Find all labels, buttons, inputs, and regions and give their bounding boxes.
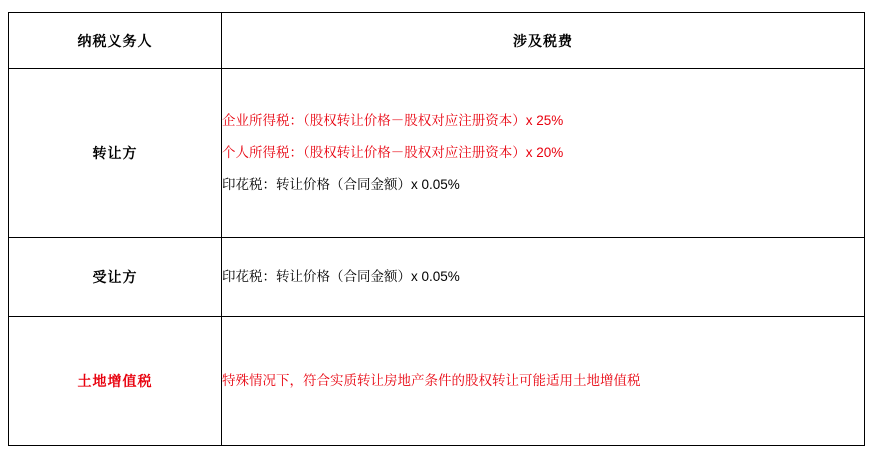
tax-line: 特殊情况下，符合实质转让房地产条件的股权转让可能适用土地增值税 xyxy=(222,372,641,388)
party-label-transferee: 受让方 xyxy=(9,238,222,317)
tax-detail-land-vat xyxy=(222,317,865,446)
tax-line-group xyxy=(222,105,864,202)
tax-line: 印花税：转让价格（合同金额）x 0.05% xyxy=(222,177,460,193)
tax-liability-table xyxy=(8,12,865,446)
tax-line-group xyxy=(222,365,864,397)
tax-detail-transferee xyxy=(222,238,865,317)
tax-line-group xyxy=(222,261,864,293)
tax-detail-transferor xyxy=(222,69,865,238)
party-label-transferor: 转让方 xyxy=(9,69,222,238)
header-cell-taxes: 涉及税费 xyxy=(222,13,865,69)
table-header-row xyxy=(9,13,865,69)
tax-line: 印花税：转让价格（合同金额）x 0.05% xyxy=(222,268,460,284)
party-label-land-vat: 土地增值税 xyxy=(9,317,222,446)
tax-line: 个人所得税：（股权转让价格－股权对应注册资本）x 20% xyxy=(222,144,564,160)
tax-line: 企业所得税：（股权转让价格－股权对应注册资本）x 25% xyxy=(222,112,564,128)
table-row xyxy=(9,238,865,317)
header-cell-party: 纳税义务人 xyxy=(9,13,222,69)
table-row xyxy=(9,317,865,446)
table-row xyxy=(9,69,865,238)
